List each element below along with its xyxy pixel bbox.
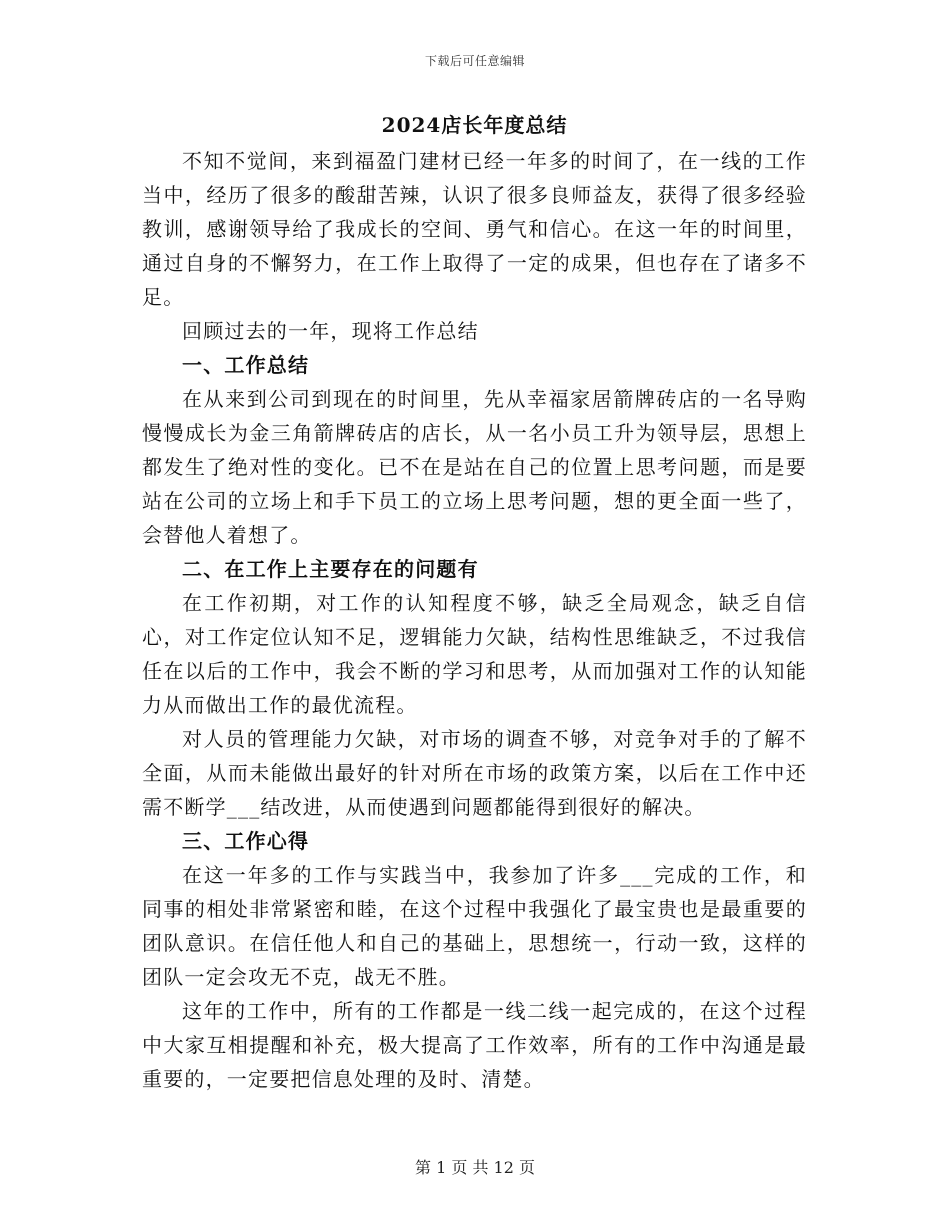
paragraph-intro: 不知不觉间，来到福盈门建材已经一年多的时间了，在一线的工作当中，经历了很多的酸甜苦辣，认识了很多良师益友，获得了很多经验教训，感谢领导给了我成长的空间、勇气和信心。在这一年的时间里，通过自身的不懈努力，在工作上取得了一定的成果，但也存在了诸多不足。 xyxy=(142,149,807,309)
page-number-footer: 第 1 页 共 12 页 xyxy=(415,1158,535,1177)
paragraph-problems-1: 在工作初期，对工作的认知程度不够，缺乏全局观念，缺乏自信心，对工作定位认知不足，逻辑能力欠缺，结构性思维缺乏，不过我信任在以后的工作中，我会不断的学习和思考，从而加强对工作的认知能力从而做出工作的最优流程。 xyxy=(142,591,807,717)
section-heading-insights: 三、工作心得 xyxy=(182,829,310,853)
document-body xyxy=(142,106,807,1096)
paragraph-insights-1: 在这一年多的工作与实践当中，我参加了许多___完成的工作，和同事的相处非常紧密和睦，在这个过程中我强化了最宝贵也是最重要的团队意识。在信任他人和自己的基础上，思想统一，行动一致，这样的团队一定会攻无不克，战无不胜。 xyxy=(142,863,807,989)
paragraph-review: 回顾过去的一年，现将工作总结 xyxy=(182,319,479,343)
header-note: 下载后可任意编辑 xyxy=(424,54,525,68)
section-heading-problems: 二、在工作上主要存在的问题有 xyxy=(182,557,479,581)
paragraph-insights-2: 这年的工作中，所有的工作都是一线二线一起完成的，在这个过程中大家互相提醒和补充，极大提高了工作效率，所有的工作中沟通是最重要的，一定要把信息处理的及时、清楚。 xyxy=(142,999,807,1091)
paragraph-work-summary: 在从来到公司到现在的时间里，先从幸福家居箭牌砖店的一名导购慢慢成长为金三角箭牌砖店的店长，从一名小员工升为领导层，思想上都发生了绝对性的变化。已不在是站在自己的位置上思考问题，而是要站在公司的立场上和手下员工的立场上思考问题，想的更全面一些了，会替他人着想了。 xyxy=(142,387,807,547)
document-title: 2024店长年度总结 xyxy=(381,113,568,137)
paragraph-problems-2: 对人员的管理能力欠缺，对市场的调查不够，对竞争对手的了解不全面，从而未能做出最好的针对所在市场的政策方案，以后在工作中还需不断学___结改进，从而使遇到问题都能得到很好的解决。 xyxy=(142,727,807,819)
section-heading-work-summary: 一、工作总结 xyxy=(182,353,310,377)
